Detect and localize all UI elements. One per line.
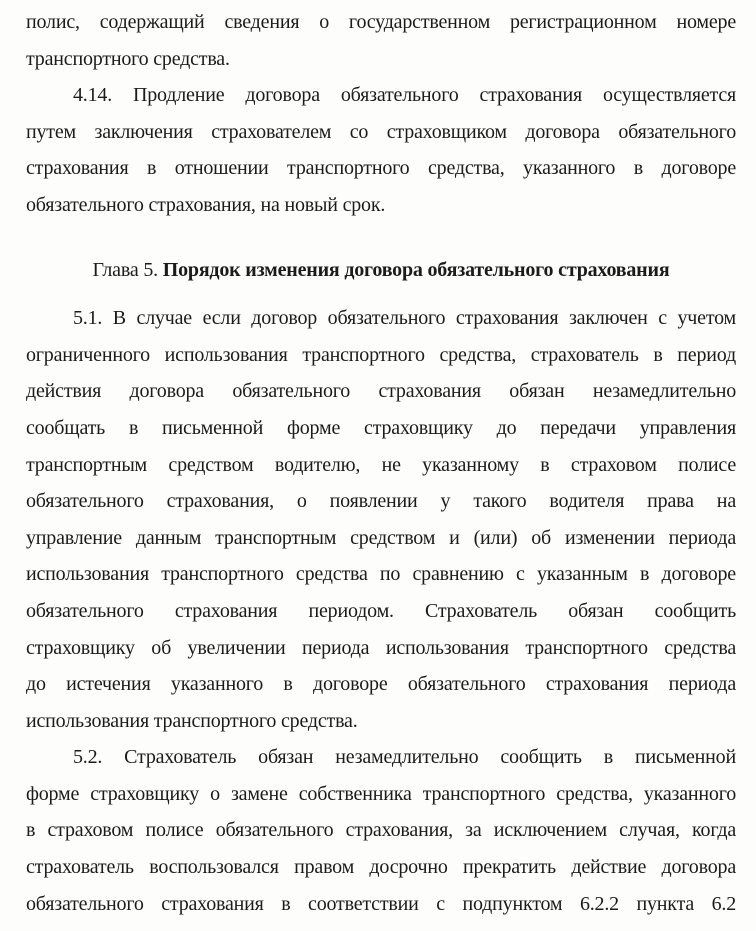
chapter-5-heading [26,252,736,289]
paragraph-continuation [26,4,736,77]
text-line: транспортным средством водителю, не указанному в страховом полисе [26,453,736,476]
text-line: обязательного страхования, на новый срок. [26,193,386,216]
text-line: транспортного средства. [26,47,230,70]
text-line: 5.1. В случае если договор обязательного страхования заключен с учетом [73,307,736,330]
text-line: использования транспортного средства. [26,709,358,732]
text-line: форме страховщику о замене собственника транспортного средства, указанного [26,782,736,805]
text-line: действия договора обязательного страхования обязан незамедлительно [26,380,736,403]
text-line: 5.2. Страхователь обязан незамедлительно сообщить в письменной [73,746,736,769]
chapter-title: Порядок изменения договора обязательного страхования [162,258,670,281]
paragraph-4-14 [26,77,736,223]
text-line: путем заключения страхователем со страховщиком договора обязательного [26,120,736,143]
text-line: обязательного страхования в соответствии с подпунктом 6.2.2 пункта 6.2 [26,892,736,915]
text-line: 4.14. Продление договора обязательного страхования осуществляется [73,84,736,107]
text-line: обязательного страхования периодом. Страхователь обязан сообщить [26,599,736,622]
text-line: управление данным транспортным средством и (или) об изменении периода [26,526,736,549]
paragraph-5-1 [26,300,736,739]
document-text [26,4,736,922]
text-line: ограниченного использования транспортного средства, страхователь в период [26,343,736,366]
paragraph-5-2 [26,739,736,922]
text-line: использования транспортного средства по сравнению с указанным в договоре [26,563,736,586]
text-line: полис, содержащий сведения о государственном регистрационном номере [26,11,736,33]
text-line: до истечения указанного в договоре обязательного страхования периода [26,673,736,696]
text-line: обязательного страхования, о появлении у такого водителя права на [26,490,736,513]
text-line: сообщать в письменной форме страховщику до передачи управления [26,416,736,439]
text-line: страхования в отношении транспортного средства, указанного в договоре [26,157,736,180]
chapter-label: Глава 5. [92,258,158,281]
text-line: страховщику об увеличении периода использования транспортного средства [26,636,736,659]
text-line: в страховом полисе обязательного страхования, за исключением случая, когда [26,819,736,842]
text-line: страхователь воспользовался правом досрочно прекратить действие договора [26,856,736,879]
